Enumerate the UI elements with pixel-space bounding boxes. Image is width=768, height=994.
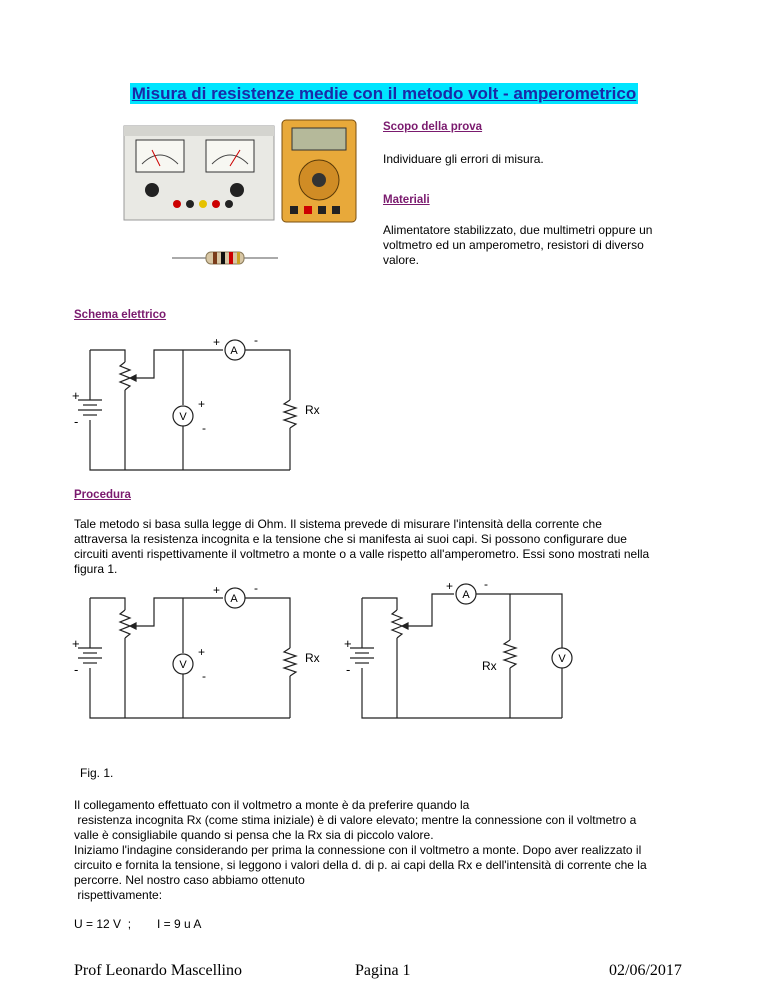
circuit-diagram-main <box>70 330 330 480</box>
fig1-right-voltmeter-label: V <box>558 653 566 665</box>
ammeter-label: A <box>230 345 238 357</box>
measure-current: I = 9 u A <box>157 917 202 931</box>
voltmeter-label: V <box>179 411 187 423</box>
fig1-right-rx-label: Rx <box>482 659 497 673</box>
procedura-paragraph-2: Il collegamento effettuato con il voltmetro a monte è da preferire quando la resistenza incognita Rx (come stima iniziale) è di valore elevato; mentre la connessione con il voltmetro a valle è consigliabile quando si pensa che la Rx sia di piccolo valore. Iniziamo l'indagine considerando per prima la connessione con il voltmetro a monte. Dopo aver realizzato il circuito e fornita la tensione, si leggono i valori della d. di p. ai capi della Rx e dell'intensità di corrente che la percorre. Nel nostro caso abbiamo ottenuto rispettivamente: <box>74 798 647 902</box>
equipment-photo <box>122 118 358 224</box>
battery-minus: - <box>74 414 79 429</box>
fig1-left-rx-label: Rx <box>305 651 320 665</box>
footer-date: 02/06/2017 <box>609 962 682 979</box>
fig1-left-voltmeter-plus: + <box>198 645 206 659</box>
footer-page: Pagina 1 <box>355 962 411 979</box>
fig1-left-voltmeter-minus: - <box>202 669 206 683</box>
fig1-right-ammeter-label: A <box>462 589 470 601</box>
scopo-heading: Scopo della prova <box>383 121 483 133</box>
battery-plus: + <box>72 388 80 403</box>
fig1-right-ammeter-minus: - <box>484 578 488 591</box>
fig1-left-ammeter-plus: + <box>213 583 221 597</box>
circuit-diagram-fig1-right <box>342 578 612 728</box>
fig1-caption: Fig. 1. <box>80 766 114 780</box>
circuit-diagram-fig1-left <box>70 578 330 728</box>
fig1-right-battery-minus: - <box>346 662 351 677</box>
materiali-text: Alimentatore stabilizzato, due multimetri oppure un voltmetro ed un amperometro, resistori di diverso valore. <box>383 223 653 267</box>
materiali-heading: Materiali <box>383 194 430 206</box>
procedura-paragraph-1: Tale metodo si basa sulla legge di Ohm. Il sistema prevede di misurare l'intensità della corrente che attraversa la resistenza incognita e la tensione che si manifesta ai suoi capi. Si possono configurare due circuiti aventi rispettivamente il voltmetro a monte o a valle rispetto all'amperometro. Essi sono mostrati nella figura 1. <box>74 517 650 576</box>
fig1-left-ammeter-label: A <box>230 593 238 605</box>
measure-voltage: U = 12 V ; <box>74 917 132 931</box>
fig1-left-voltmeter-label: V <box>179 659 187 671</box>
voltmeter-minus: - <box>202 421 206 435</box>
footer-author: Prof Leonardo Mascellino <box>74 962 242 979</box>
fig1-left-battery-plus: + <box>72 636 80 651</box>
ammeter-minus: - <box>254 333 258 347</box>
fig1-left-ammeter-minus: - <box>254 581 258 595</box>
procedura-heading: Procedura <box>74 489 131 501</box>
fig1-right-ammeter-plus: + <box>446 579 454 593</box>
resistor-photo <box>172 248 278 268</box>
schema-heading: Schema elettrico <box>74 309 167 321</box>
fig1-right-battery-plus: + <box>344 636 352 651</box>
scopo-text: Individuare gli errori di misura. <box>383 152 544 166</box>
voltmeter-plus: + <box>198 397 206 411</box>
ammeter-plus: + <box>213 335 221 349</box>
page-title: Misura di resistenze medie con il metodo volt - amperometrico <box>131 84 637 103</box>
rx-label: Rx <box>305 403 320 417</box>
fig1-left-battery-minus: - <box>74 662 79 677</box>
